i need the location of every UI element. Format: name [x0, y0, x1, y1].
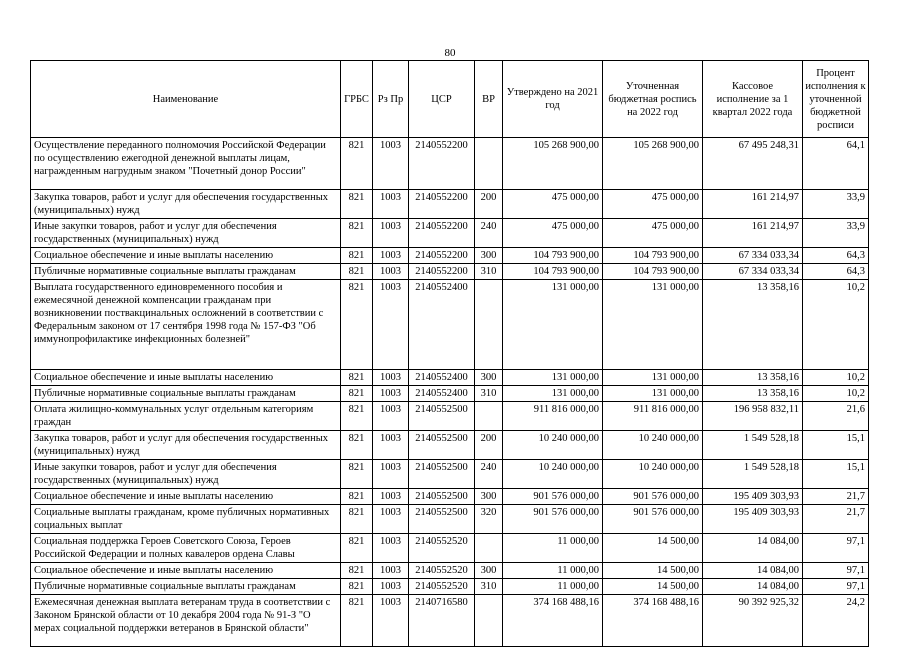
cell-rzpr: 1003 [373, 579, 409, 595]
table-row [31, 190, 869, 219]
cell-name: Закупка товаров, работ и услуг для обеспечения государственных (муниципальных) нужд [31, 190, 341, 219]
cell-name: Социальные выплаты гражданам, кроме публичных нормативных социальных выплат [31, 505, 341, 534]
cell-vr [475, 402, 503, 431]
cell-vr: 240 [475, 219, 503, 248]
cell-grbs: 821 [341, 219, 373, 248]
cell-executed: 14 084,00 [703, 563, 803, 579]
cell-refined: 105 268 900,00 [603, 138, 703, 190]
cell-executed: 14 084,00 [703, 534, 803, 563]
cell-name: Социальное обеспечение и иные выплаты населению [31, 248, 341, 264]
cell-executed: 196 958 832,11 [703, 402, 803, 431]
cell-grbs: 821 [341, 370, 373, 386]
cell-rzpr: 1003 [373, 489, 409, 505]
cell-approved: 11 000,00 [503, 534, 603, 563]
cell-rzpr: 1003 [373, 386, 409, 402]
cell-approved: 105 268 900,00 [503, 138, 603, 190]
cell-executed: 14 084,00 [703, 579, 803, 595]
cell-percent: 64,3 [803, 248, 869, 264]
cell-name: Социальное обеспечение и иные выплаты населению [31, 563, 341, 579]
table-body [31, 138, 869, 647]
cell-name: Социальное обеспечение и иные выплаты населению [31, 370, 341, 386]
table-row [31, 505, 869, 534]
table-row [31, 370, 869, 386]
cell-rzpr: 1003 [373, 370, 409, 386]
cell-rzpr: 1003 [373, 534, 409, 563]
cell-percent: 21,7 [803, 505, 869, 534]
cell-grbs: 821 [341, 280, 373, 370]
cell-csr: 2140552400 [409, 370, 475, 386]
cell-refined: 475 000,00 [603, 219, 703, 248]
cell-refined: 131 000,00 [603, 370, 703, 386]
cell-percent: 97,1 [803, 563, 869, 579]
cell-grbs: 821 [341, 563, 373, 579]
cell-refined: 131 000,00 [603, 280, 703, 370]
cell-percent: 10,2 [803, 370, 869, 386]
cell-grbs: 821 [341, 460, 373, 489]
cell-percent: 21,6 [803, 402, 869, 431]
table-row [31, 431, 869, 460]
cell-executed: 195 409 303,93 [703, 489, 803, 505]
cell-csr: 2140552500 [409, 505, 475, 534]
table-row [31, 138, 869, 190]
cell-approved: 11 000,00 [503, 563, 603, 579]
cell-name: Публичные нормативные социальные выплаты гражданам [31, 264, 341, 280]
cell-name: Социальная поддержка Героев Советского Союза, Героев Российской Федерации и полных кавалеров ордена Славы [31, 534, 341, 563]
cell-percent: 10,2 [803, 386, 869, 402]
cell-vr: 310 [475, 386, 503, 402]
cell-refined: 14 500,00 [603, 579, 703, 595]
table-row [31, 489, 869, 505]
table-row [31, 248, 869, 264]
cell-csr: 2140552200 [409, 219, 475, 248]
cell-refined: 374 168 488,16 [603, 595, 703, 647]
table-header-row [31, 61, 869, 138]
cell-refined: 104 793 900,00 [603, 248, 703, 264]
cell-csr: 2140552500 [409, 489, 475, 505]
header-grbs: ГРБС [341, 61, 373, 138]
cell-grbs: 821 [341, 489, 373, 505]
cell-rzpr: 1003 [373, 402, 409, 431]
table-row [31, 534, 869, 563]
cell-rzpr: 1003 [373, 219, 409, 248]
cell-refined: 10 240 000,00 [603, 431, 703, 460]
cell-csr: 2140552520 [409, 563, 475, 579]
cell-percent: 33,9 [803, 190, 869, 219]
cell-csr: 2140552520 [409, 534, 475, 563]
cell-grbs: 821 [341, 579, 373, 595]
cell-executed: 13 358,16 [703, 370, 803, 386]
cell-executed: 67 495 248,31 [703, 138, 803, 190]
cell-percent: 21,7 [803, 489, 869, 505]
header-name: Наименование [31, 61, 341, 138]
header-rzpr: Рз Пр [373, 61, 409, 138]
cell-name: Осуществление переданного полномочия Российской Федерации по осуществлению ежегодной денежной выплаты лицам, награжденным нагрудным знаком "Почетный донор России" [31, 138, 341, 190]
cell-rzpr: 1003 [373, 431, 409, 460]
table-row [31, 386, 869, 402]
cell-approved: 104 793 900,00 [503, 264, 603, 280]
cell-grbs: 821 [341, 190, 373, 219]
cell-csr: 2140552200 [409, 264, 475, 280]
cell-rzpr: 1003 [373, 190, 409, 219]
header-percent: Процент исполнения к уточненной бюджетной росписи [803, 61, 869, 138]
cell-percent: 33,9 [803, 219, 869, 248]
cell-executed: 67 334 033,34 [703, 248, 803, 264]
table-row [31, 264, 869, 280]
cell-vr: 200 [475, 190, 503, 219]
cell-vr: 200 [475, 431, 503, 460]
cell-approved: 11 000,00 [503, 579, 603, 595]
cell-executed: 13 358,16 [703, 280, 803, 370]
cell-percent: 97,1 [803, 534, 869, 563]
header-vr: ВР [475, 61, 503, 138]
table-row [31, 595, 869, 647]
table-row [31, 579, 869, 595]
cell-refined: 901 576 000,00 [603, 489, 703, 505]
cell-percent: 15,1 [803, 460, 869, 489]
table-row [31, 219, 869, 248]
cell-name: Ежемесячная денежная выплата ветеранам труда в соответствии с Законом Брянской области от 10 декабря 2004 года № 91-З "О мерах социальной поддержки ветеранов в Брянской области" [31, 595, 341, 647]
cell-rzpr: 1003 [373, 248, 409, 264]
cell-executed: 13 358,16 [703, 386, 803, 402]
cell-csr: 2140552400 [409, 386, 475, 402]
cell-grbs: 821 [341, 138, 373, 190]
cell-approved: 104 793 900,00 [503, 248, 603, 264]
cell-rzpr: 1003 [373, 563, 409, 579]
cell-approved: 131 000,00 [503, 370, 603, 386]
cell-grbs: 821 [341, 534, 373, 563]
cell-approved: 10 240 000,00 [503, 460, 603, 489]
cell-csr: 2140552500 [409, 431, 475, 460]
cell-vr: 310 [475, 264, 503, 280]
table-row [31, 460, 869, 489]
table-row [31, 563, 869, 579]
cell-csr: 2140716580 [409, 595, 475, 647]
cell-vr [475, 280, 503, 370]
cell-approved: 131 000,00 [503, 280, 603, 370]
cell-refined: 131 000,00 [603, 386, 703, 402]
cell-approved: 131 000,00 [503, 386, 603, 402]
cell-executed: 161 214,97 [703, 190, 803, 219]
cell-executed: 67 334 033,34 [703, 264, 803, 280]
cell-executed: 161 214,97 [703, 219, 803, 248]
budget-table [30, 60, 869, 647]
cell-grbs: 821 [341, 505, 373, 534]
header-executed: Кассовое исполнение за 1 квартал 2022 года [703, 61, 803, 138]
cell-executed: 90 392 925,32 [703, 595, 803, 647]
cell-rzpr: 1003 [373, 138, 409, 190]
cell-vr: 240 [475, 460, 503, 489]
cell-name: Оплата жилищно-коммунальных услуг отдельным категориям граждан [31, 402, 341, 431]
cell-grbs: 821 [341, 431, 373, 460]
cell-percent: 24,2 [803, 595, 869, 647]
cell-executed: 195 409 303,93 [703, 505, 803, 534]
header-refined: Уточненная бюджетная роспись на 2022 год [603, 61, 703, 138]
cell-refined: 104 793 900,00 [603, 264, 703, 280]
cell-vr [475, 595, 503, 647]
cell-refined: 475 000,00 [603, 190, 703, 219]
cell-csr: 2140552200 [409, 248, 475, 264]
cell-approved: 374 168 488,16 [503, 595, 603, 647]
cell-refined: 14 500,00 [603, 534, 703, 563]
cell-executed: 1 549 528,18 [703, 460, 803, 489]
cell-csr: 2140552400 [409, 280, 475, 370]
cell-percent: 15,1 [803, 431, 869, 460]
cell-name: Публичные нормативные социальные выплаты гражданам [31, 579, 341, 595]
cell-approved: 475 000,00 [503, 219, 603, 248]
cell-vr [475, 138, 503, 190]
cell-rzpr: 1003 [373, 264, 409, 280]
cell-name: Иные закупки товаров, работ и услуг для обеспечения государственных (муниципальных) нужд [31, 460, 341, 489]
cell-approved: 901 576 000,00 [503, 505, 603, 534]
page-number: 80 [444, 47, 456, 59]
cell-name: Иные закупки товаров, работ и услуг для обеспечения государственных (муниципальных) нужд [31, 219, 341, 248]
cell-vr: 300 [475, 370, 503, 386]
cell-refined: 10 240 000,00 [603, 460, 703, 489]
cell-name: Публичные нормативные социальные выплаты гражданам [31, 386, 341, 402]
cell-csr: 2140552500 [409, 402, 475, 431]
cell-rzpr: 1003 [373, 280, 409, 370]
cell-approved: 10 240 000,00 [503, 431, 603, 460]
cell-grbs: 821 [341, 264, 373, 280]
cell-vr: 320 [475, 505, 503, 534]
cell-csr: 2140552500 [409, 460, 475, 489]
cell-vr [475, 534, 503, 563]
table-row [31, 280, 869, 370]
cell-csr: 2140552200 [409, 138, 475, 190]
cell-name: Выплата государственного единовременного пособия и ежемесячной денежной компенсации гражданам при возникновении поствакцинальных осложнений в соответствии с Федеральным законом от 17 сентября 1998 года № 157-ФЗ "Об иммунопрофилактике инфекционных болезней" [31, 280, 341, 370]
cell-grbs: 821 [341, 386, 373, 402]
cell-csr: 2140552520 [409, 579, 475, 595]
cell-name: Закупка товаров, работ и услуг для обеспечения государственных (муниципальных) нужд [31, 431, 341, 460]
cell-percent: 64,3 [803, 264, 869, 280]
cell-percent: 97,1 [803, 579, 869, 595]
cell-vr: 300 [475, 489, 503, 505]
cell-percent: 64,1 [803, 138, 869, 190]
cell-approved: 475 000,00 [503, 190, 603, 219]
cell-vr: 310 [475, 579, 503, 595]
cell-refined: 14 500,00 [603, 563, 703, 579]
cell-rzpr: 1003 [373, 595, 409, 647]
cell-percent: 10,2 [803, 280, 869, 370]
cell-refined: 911 816 000,00 [603, 402, 703, 431]
cell-refined: 901 576 000,00 [603, 505, 703, 534]
header-approved: Утверждено на 2021 год [503, 61, 603, 138]
cell-grbs: 821 [341, 402, 373, 431]
header-csr: ЦСР [409, 61, 475, 138]
cell-rzpr: 1003 [373, 460, 409, 489]
cell-csr: 2140552200 [409, 190, 475, 219]
cell-vr: 300 [475, 248, 503, 264]
table-row [31, 402, 869, 431]
cell-rzpr: 1003 [373, 505, 409, 534]
cell-grbs: 821 [341, 248, 373, 264]
cell-grbs: 821 [341, 595, 373, 647]
cell-approved: 901 576 000,00 [503, 489, 603, 505]
cell-name: Социальное обеспечение и иные выплаты населению [31, 489, 341, 505]
cell-executed: 1 549 528,18 [703, 431, 803, 460]
cell-approved: 911 816 000,00 [503, 402, 603, 431]
cell-vr: 300 [475, 563, 503, 579]
